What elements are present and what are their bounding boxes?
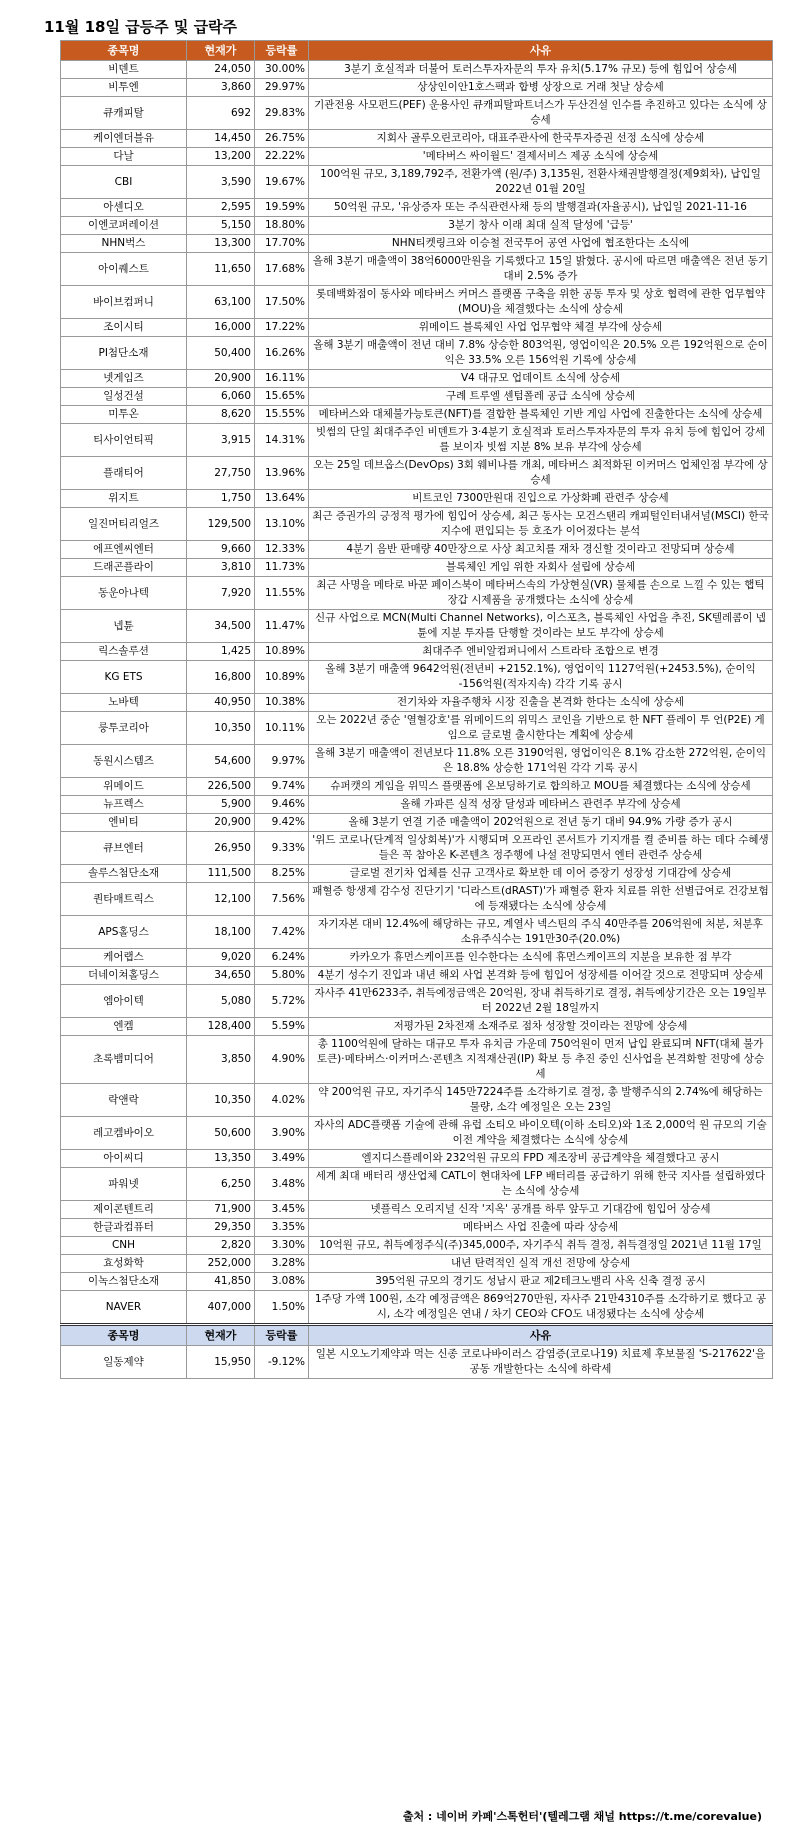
stock-reason: 일본 시오노기제약과 먹는 신종 코로나바이러스 감염증(코로나19) 치료제 후보물질 'S-217622'을 공동 개발한다는 소식에 하락세 <box>309 1346 773 1379</box>
stock-price: 692 <box>187 97 255 130</box>
stock-change: 9.74% <box>255 778 309 796</box>
stock-change: 9.42% <box>255 814 309 832</box>
stock-price: 20,900 <box>187 370 255 388</box>
rise-row <box>61 1018 773 1036</box>
stock-name: 큐캐피탈 <box>61 97 187 130</box>
stock-change: 7.42% <box>255 916 309 949</box>
stock-price: 13,200 <box>187 148 255 166</box>
stock-reason: 메타버스와 대체불가능토큰(NFT)를 결합한 블록체인 기반 게임 사업에 진출한다는 소식에 상승세 <box>309 406 773 424</box>
stock-change: 11.47% <box>255 610 309 643</box>
stock-change: 13.64% <box>255 490 309 508</box>
stock-name: 넷게임즈 <box>61 370 187 388</box>
stock-name: 넵튠 <box>61 610 187 643</box>
stock-price: 16,000 <box>187 319 255 337</box>
stock-price: 3,850 <box>187 1036 255 1084</box>
stock-name: 엔켐 <box>61 1018 187 1036</box>
header-price: 현재가 <box>187 41 255 61</box>
stock-change: 11.73% <box>255 559 309 577</box>
stock-price: 26,950 <box>187 832 255 865</box>
rise-row <box>61 148 773 166</box>
stock-reason: '위드 코로나(단계적 일상회복)'가 시행되며 오프라인 콘서트가 기지개를 켤 준비를 하는 데다 수혜생들은 꼭 참아온 K-콘텐츠 정주행에 나설 전망되면서 엔터 관련주 상승세 <box>309 832 773 865</box>
stock-change: 9.46% <box>255 796 309 814</box>
stock-name: 락앤락 <box>61 1084 187 1117</box>
stock-reason: 총 1100억원에 달하는 대규모 투자 유치금 가운데 750억원이 먼저 납입 완료되며 NFT(대체 불가 토큰)·메타버스·이커머스·콘텐츠 지적재산권(IP) 확보 등 추진 중인 신사업을 본격화할 전망에 상승세 <box>309 1036 773 1084</box>
page-title: 11월 18일 급등주 및 급락주 <box>44 18 238 36</box>
rise-row <box>61 61 773 79</box>
stock-name: CBI <box>61 166 187 199</box>
stock-reason: 올해 3분기 연결 기준 매출액이 202억원으로 전년 동기 대비 94.9% 가량 증가 공시 <box>309 814 773 832</box>
stock-reason: 슈퍼캣의 게임을 위믹스 플랫폼에 온보딩하기로 합의하고 MOU를 체결했다는 소식에 상승세 <box>309 778 773 796</box>
stock-change: 1.50% <box>255 1291 309 1325</box>
stock-change: 17.70% <box>255 235 309 253</box>
stock-name: NAVER <box>61 1291 187 1325</box>
stock-reason: 3분기 호실적과 더불어 토러스투자자문의 투자 유치(5.17% 규모) 등에 힘입어 상승세 <box>309 61 773 79</box>
stock-name: CNH <box>61 1237 187 1255</box>
rise-row <box>61 949 773 967</box>
stock-name: 일진머티리얼즈 <box>61 508 187 541</box>
stock-reason: 자사주 41만6233주, 취득예정금액은 20억원, 장내 취득하기로 결정, 취득예상기간은 오는 19일부터 2022년 2월 18일까지 <box>309 985 773 1018</box>
stock-change: 15.55% <box>255 406 309 424</box>
drop-header-name: 종목명 <box>61 1325 187 1346</box>
stock-change: 3.35% <box>255 1219 309 1237</box>
stock-reason: 상상인이안1호스팩과 합병 상장으로 거래 첫날 상승세 <box>309 79 773 97</box>
stock-name: 위지트 <box>61 490 187 508</box>
rise-row <box>61 643 773 661</box>
stock-name: 위메이드 <box>61 778 187 796</box>
stock-change: 18.80% <box>255 217 309 235</box>
stock-reason: 약 200억원 규모, 자기주식 145만7224주를 소각하기로 결정, 총 발행주식의 2.74%에 해당하는 물량, 소각 예정일은 오는 23일 <box>309 1084 773 1117</box>
stock-price: 40,950 <box>187 694 255 712</box>
stock-reason: 저평가된 2차전재 소재주로 점차 성장할 것이라는 전망에 상승세 <box>309 1018 773 1036</box>
stock-price: 14,450 <box>187 130 255 148</box>
stock-change: 17.68% <box>255 253 309 286</box>
source-credit: 출처 : 네이버 카페'스톡헌터'(텔레그램 채널 https://t.me/corevalue) <box>402 1810 762 1823</box>
stock-name: 드래곤플라이 <box>61 559 187 577</box>
stock-reason: 4분기 음반 판매량 40만장으로 사상 최고치를 재차 경신할 것이라고 전망되며 상승세 <box>309 541 773 559</box>
stock-name: 미투온 <box>61 406 187 424</box>
stock-price: 226,500 <box>187 778 255 796</box>
stock-price: 63,100 <box>187 286 255 319</box>
stock-change: 6.24% <box>255 949 309 967</box>
stock-name: 비덴트 <box>61 61 187 79</box>
stock-change: 3.90% <box>255 1117 309 1150</box>
stock-change: 14.31% <box>255 424 309 457</box>
rise-row <box>61 130 773 148</box>
stock-change: 26.75% <box>255 130 309 148</box>
stock-name: 일성건설 <box>61 388 187 406</box>
stock-price: 111,500 <box>187 865 255 883</box>
stock-price: 41,850 <box>187 1273 255 1291</box>
stock-price: 5,150 <box>187 217 255 235</box>
stock-price: 11,650 <box>187 253 255 286</box>
drop-header-price: 현재가 <box>187 1325 255 1346</box>
stock-change: 4.90% <box>255 1036 309 1084</box>
stock-change: 3.45% <box>255 1201 309 1219</box>
stock-reason: 자사의 ADC플랫폼 기술에 관해 유럽 소티오 바이오텍(이하 소티오)와 1조 2,000억 원 규모의 기술 이전 계약을 체결했다는 소식에 상승세 <box>309 1117 773 1150</box>
stock-reason: 올해 3분기 매출액이 전년보다 11.8% 오른 3190억원, 영업이익은 8.1% 감소한 272억원, 순이익은 18.8% 상승한 171억원 각각 기록 공시 <box>309 745 773 778</box>
stock-change: 10.11% <box>255 712 309 745</box>
rise-row <box>61 508 773 541</box>
stock-price: 7,920 <box>187 577 255 610</box>
stock-name: 더네이쳐홀딩스 <box>61 967 187 985</box>
stock-change: 30.00% <box>255 61 309 79</box>
stock-change: 3.48% <box>255 1168 309 1201</box>
stock-name: 티사이언티픽 <box>61 424 187 457</box>
rise-row <box>61 916 773 949</box>
rise-row <box>61 166 773 199</box>
rise-row <box>61 337 773 370</box>
stock-reason: 395억원 규모의 경기도 성남시 판교 제2테크노밸리 사옥 신축 결정 공시 <box>309 1273 773 1291</box>
stock-name: NHN벅스 <box>61 235 187 253</box>
stock-change: 13.96% <box>255 457 309 490</box>
stock-change: 3.08% <box>255 1273 309 1291</box>
stock-name: 룽투코리아 <box>61 712 187 745</box>
drop-header-change: 등락률 <box>255 1325 309 1346</box>
stock-name: APS홀딩스 <box>61 916 187 949</box>
rise-row <box>61 1117 773 1150</box>
stock-reason: 세계 최대 배터리 생산업체 CATL이 현대차에 LFP 배터리를 공급하기 위해 한국 지사를 설립하였다는 소식에 상승세 <box>309 1168 773 1201</box>
stock-change: 9.97% <box>255 745 309 778</box>
rise-row <box>61 1201 773 1219</box>
rise-row <box>61 745 773 778</box>
stock-change: 13.10% <box>255 508 309 541</box>
stock-change: 3.28% <box>255 1255 309 1273</box>
stock-price: 5,080 <box>187 985 255 1018</box>
stock-name: 케어랩스 <box>61 949 187 967</box>
rise-header-row <box>61 41 773 61</box>
stock-reason: 올해 3분기 매출액이 전년 대비 7.8% 상승한 803억원, 영업이익은 20.5% 오른 192억원으로 순이익은 33.5% 오른 156억원 기록에 상승세 <box>309 337 773 370</box>
stock-change: 12.33% <box>255 541 309 559</box>
stock-price: 3,590 <box>187 166 255 199</box>
stock-change: 16.11% <box>255 370 309 388</box>
stock-reason: 자기자본 대비 12.4%에 해당하는 규모, 계열사 넥스틴의 주식 40만주를 206억원에 처분, 처분후 소유주식수는 191만30주(20.0%) <box>309 916 773 949</box>
rise-row <box>61 1084 773 1117</box>
stock-name: 비투엔 <box>61 79 187 97</box>
stock-change: 29.83% <box>255 97 309 130</box>
stock-reason: 롯데백화점이 동사와 메타버스 커머스 플랫폼 구축을 위한 공동 투자 및 상호 협력에 관한 업무협약(MOU)을 체결했다는 소식에 상승세 <box>309 286 773 319</box>
rise-row <box>61 388 773 406</box>
stock-name: 조이시티 <box>61 319 187 337</box>
stock-price: 24,050 <box>187 61 255 79</box>
rise-row <box>61 97 773 130</box>
rise-row <box>61 883 773 916</box>
rise-row <box>61 79 773 97</box>
stock-name: 퀀타매트릭스 <box>61 883 187 916</box>
stock-reason: 구례 트루엘 센텀폴레 공급 소식에 상승세 <box>309 388 773 406</box>
stock-change: 22.22% <box>255 148 309 166</box>
stock-name: 에프엔씨엔터 <box>61 541 187 559</box>
rise-row <box>61 490 773 508</box>
stock-name: PI첨단소재 <box>61 337 187 370</box>
stock-price: 34,500 <box>187 610 255 643</box>
stock-name: 아센디오 <box>61 199 187 217</box>
stock-price: 34,650 <box>187 967 255 985</box>
rise-row <box>61 319 773 337</box>
stock-price: 8,620 <box>187 406 255 424</box>
stock-name: 바이브컴퍼니 <box>61 286 187 319</box>
rise-row <box>61 1237 773 1255</box>
stock-price: 20,900 <box>187 814 255 832</box>
stock-reason: V4 대규모 업데이트 소식에 상승세 <box>309 370 773 388</box>
drop-header-reason: 사유 <box>309 1325 773 1346</box>
stock-reason: 엘지디스플레이와 232억원 규모의 FPD 제조장비 공급계약을 체결했다고 공시 <box>309 1150 773 1168</box>
stock-price: 407,000 <box>187 1291 255 1325</box>
rise-row <box>61 217 773 235</box>
stock-change: 3.30% <box>255 1237 309 1255</box>
rise-row <box>61 235 773 253</box>
stock-name: 초록뱀미디어 <box>61 1036 187 1084</box>
stock-price: 54,600 <box>187 745 255 778</box>
rise-row <box>61 814 773 832</box>
stock-change: 17.50% <box>255 286 309 319</box>
stock-change: 4.02% <box>255 1084 309 1117</box>
stock-name: 솔루스첨단소재 <box>61 865 187 883</box>
drop-row <box>61 1346 773 1379</box>
stock-price: 13,300 <box>187 235 255 253</box>
stock-change: 10.89% <box>255 643 309 661</box>
rise-row <box>61 1036 773 1084</box>
stock-reason: 4분기 성수기 진입과 내년 해외 사업 본격화 등에 힘입어 성장세를 이어갈 것으로 전망되며 상승세 <box>309 967 773 985</box>
stock-price: 3,810 <box>187 559 255 577</box>
stock-name: 효성화학 <box>61 1255 187 1273</box>
header-change: 등락률 <box>255 41 309 61</box>
rise-row <box>61 286 773 319</box>
stock-reason: 넷플릭스 오리지널 신작 '지옥' 공개를 하루 앞두고 기대감에 힘입어 상승세 <box>309 1201 773 1219</box>
stock-price: 10,350 <box>187 1084 255 1117</box>
stock-change: 19.59% <box>255 199 309 217</box>
stock-price: 2,595 <box>187 199 255 217</box>
rise-row <box>61 1219 773 1237</box>
stock-reason: 100억원 규모, 3,189,792주, 전환가액 (원/주) 3,135원, 전환사채권발행결정(제9회차), 납입일 2022년 01월 20일 <box>309 166 773 199</box>
stock-change: 8.25% <box>255 865 309 883</box>
stock-name: 뉴프렉스 <box>61 796 187 814</box>
stock-change: 9.33% <box>255 832 309 865</box>
stock-reason: 지회사 골루오린코리아, 대표주관사에 한국투자증권 선정 소식에 상승세 <box>309 130 773 148</box>
stock-reason: 10억원 규모, 취득예정주식(주)345,000주, 자기주식 취득 결정, 취득결정일 2021년 11월 17일 <box>309 1237 773 1255</box>
stock-reason: 최근 사명을 메타로 바꾼 페이스북이 메타버스속의 가상현실(VR) 물체를 손으로 느낄 수 있는 햅틱 장갑 시제품을 공개했다는 소식에 상승세 <box>309 577 773 610</box>
rise-row <box>61 694 773 712</box>
stock-reason: 패혈증 항생제 감수성 진단기기 '디라스트(dRAST)'가 패혈증 환자 치료를 위한 선별급여로 건강보험에 등재됐다는 소식에 상승세 <box>309 883 773 916</box>
stock-name: 제이콘텐트리 <box>61 1201 187 1219</box>
stock-reason: 오는 2022년 중순 '열혈강호'를 위메이드의 위믹스 코인을 기반으로 한 NFT 플레이 투 언(P2E) 게임으로 글로벌 출시한다는 계획에 상승세 <box>309 712 773 745</box>
rise-row <box>61 541 773 559</box>
stock-price: 50,400 <box>187 337 255 370</box>
stock-reason: 카카오가 휴먼스케이프를 인수한다는 소식에 휴먼스케이프의 지분을 보유한 점 부각 <box>309 949 773 967</box>
stock-name: 한글과컴퓨터 <box>61 1219 187 1237</box>
stock-name: 케이엔더블유 <box>61 130 187 148</box>
stock-price: 129,500 <box>187 508 255 541</box>
stock-name: KG ETS <box>61 661 187 694</box>
stock-change: 10.89% <box>255 661 309 694</box>
stock-price: 3,915 <box>187 424 255 457</box>
stock-name: 릭스솔루션 <box>61 643 187 661</box>
stock-name: 레고켐바이오 <box>61 1117 187 1150</box>
header-name: 종목명 <box>61 41 187 61</box>
drop-header-row <box>61 1325 773 1346</box>
stock-name: 동운아나텍 <box>61 577 187 610</box>
stock-price: 9,660 <box>187 541 255 559</box>
stock-change: 11.55% <box>255 577 309 610</box>
stock-change: 10.38% <box>255 694 309 712</box>
stock-price: 3,860 <box>187 79 255 97</box>
stock-change: 5.72% <box>255 985 309 1018</box>
stock-change: 5.59% <box>255 1018 309 1036</box>
rise-row <box>61 661 773 694</box>
stock-reason: 오는 25일 데브옵스(DevOps) 3회 웨비나를 개최, 메타버스 최적화된 이커머스 업체인점 부각에 상승세 <box>309 457 773 490</box>
rise-row <box>61 1150 773 1168</box>
stock-change: 7.56% <box>255 883 309 916</box>
stock-price: 71,900 <box>187 1201 255 1219</box>
stock-reason: 1주당 가액 100원, 소각 예정금액은 869억270만원, 자사주 21만4310주를 소각하기로 했다고 공시, 소각 예정일은 연내 / 차기 CEO와 CFO도 내정됐다는 소식에 상승세 <box>309 1291 773 1325</box>
stock-reason: 올해 3분기 매출액이 38억6000만원을 기록했다고 15일 밝혔다. 공시에 따르면 매출액은 전년 동기대비 2.5% 증가 <box>309 253 773 286</box>
stock-change: 17.22% <box>255 319 309 337</box>
stock-reason: NHN티켓링크와 이승철 전국투어 공연 사업에 협조한다는 소식에 <box>309 235 773 253</box>
stock-price: 5,900 <box>187 796 255 814</box>
header-reason: 사유 <box>309 41 773 61</box>
stock-name: 파워넷 <box>61 1168 187 1201</box>
stock-price: 27,750 <box>187 457 255 490</box>
rise-row <box>61 406 773 424</box>
rise-row <box>61 712 773 745</box>
stock-reason: 올해 3분기 매출액 9642억원(전년비 +2152.1%), 영업이익 1127억원(+2453.5%), 순이익 -156억원(적자지속) 각각 기록 공시 <box>309 661 773 694</box>
stock-reason: 전기차와 자율주행차 시장 진출을 본격화 한다는 소식에 상승세 <box>309 694 773 712</box>
rise-row <box>61 424 773 457</box>
stock-reason: 블록체인 게임 위한 자회사 설립에 상승세 <box>309 559 773 577</box>
rise-row <box>61 1291 773 1325</box>
stock-table <box>60 40 773 1379</box>
rise-row <box>61 253 773 286</box>
stock-name: 플래티어 <box>61 457 187 490</box>
rise-rows <box>61 61 773 1325</box>
rise-row <box>61 610 773 643</box>
stock-change: 15.65% <box>255 388 309 406</box>
stock-price: 6,250 <box>187 1168 255 1201</box>
rise-row <box>61 967 773 985</box>
stock-change: 3.49% <box>255 1150 309 1168</box>
rise-row <box>61 370 773 388</box>
stock-price: 18,100 <box>187 916 255 949</box>
stock-change: 29.97% <box>255 79 309 97</box>
stock-reason: 내년 탄력적인 실적 개선 전망에 상승세 <box>309 1255 773 1273</box>
stock-reason: 글로벌 전기차 업체를 신규 고객사로 확보한 데 이어 증장기 성장성 기대감에 상승세 <box>309 865 773 883</box>
stock-price: 252,000 <box>187 1255 255 1273</box>
stock-name: 동원시스템즈 <box>61 745 187 778</box>
stock-price: 1,425 <box>187 643 255 661</box>
stock-name: 아이씨디 <box>61 1150 187 1168</box>
stock-price: 16,800 <box>187 661 255 694</box>
stock-price: 13,350 <box>187 1150 255 1168</box>
rise-row <box>61 457 773 490</box>
stock-name: 다날 <box>61 148 187 166</box>
stock-price: 1,750 <box>187 490 255 508</box>
stock-reason: 빗썸의 단일 최대주주인 비덴트가 3·4분기 호실적과 토러스투자자문의 투자 유치 등에 힘입어 강세를 보이자 빗썸 지분 8% 보유 부각에 상승세 <box>309 424 773 457</box>
rise-row <box>61 199 773 217</box>
rise-row <box>61 1273 773 1291</box>
stock-name: 엠아이텍 <box>61 985 187 1018</box>
stock-price: 128,400 <box>187 1018 255 1036</box>
rise-row <box>61 985 773 1018</box>
stock-reason: 올해 가파른 실적 성장 달성과 메타버스 관련주 부각에 상승세 <box>309 796 773 814</box>
rise-row <box>61 865 773 883</box>
stock-change: 16.26% <box>255 337 309 370</box>
stock-name: 일동제약 <box>61 1346 187 1379</box>
rise-row <box>61 577 773 610</box>
drop-rows <box>61 1346 773 1379</box>
rise-row <box>61 1168 773 1201</box>
stock-reason: 메타버스 사업 진출에 따라 상승세 <box>309 1219 773 1237</box>
stock-reason: 최대주주 엔비알컴퍼니에서 스트라타 조합으로 변경 <box>309 643 773 661</box>
stock-change: 5.80% <box>255 967 309 985</box>
stock-name: 노바텍 <box>61 694 187 712</box>
stock-reason: 위메이드 블록체인 사업 업무협약 체결 부각에 상승세 <box>309 319 773 337</box>
stock-name: 엔비티 <box>61 814 187 832</box>
stock-price: 2,820 <box>187 1237 255 1255</box>
stock-reason: 신규 사업으로 MCN(Multi Channel Networks), 이스포츠, 블록체인 사업을 추진, SK텔레콤이 넵튠에 지분 투자를 단행할 것이라는 보도 부각에 상승세 <box>309 610 773 643</box>
stock-price: 10,350 <box>187 712 255 745</box>
stock-reason: 비트코인 7300만원대 진입으로 가상화폐 관련주 상승세 <box>309 490 773 508</box>
stock-reason: 3분기 창사 이래 최대 실적 달성에 '급등' <box>309 217 773 235</box>
stock-change: 19.67% <box>255 166 309 199</box>
stock-name: 아이퀘스트 <box>61 253 187 286</box>
rise-row <box>61 832 773 865</box>
stock-name: 이엔코퍼레이션 <box>61 217 187 235</box>
stock-price: 15,950 <box>187 1346 255 1379</box>
stock-change: -9.12% <box>255 1346 309 1379</box>
rise-row <box>61 796 773 814</box>
stock-price: 29,350 <box>187 1219 255 1237</box>
stock-reason: 50억원 규모, '유상증자 또는 주식관련사채 등의 발행결과(자율공시), 납입일 2021-11-16 <box>309 199 773 217</box>
stock-price: 12,100 <box>187 883 255 916</box>
stock-reason: 기관전용 사모펀드(PEF) 운용사인 큐캐피탈파트너스가 두산건설 인수를 추진하고 있다는 소식에 상승세 <box>309 97 773 130</box>
stock-reason: '메타버스 싸이월드' 결제서비스 제공 소식에 상승세 <box>309 148 773 166</box>
rise-row <box>61 778 773 796</box>
stock-price: 9,020 <box>187 949 255 967</box>
stock-price: 6,060 <box>187 388 255 406</box>
rise-row <box>61 1255 773 1273</box>
stock-reason: 최근 증권가의 긍정적 평가에 힘입어 상승세, 최근 동사는 모건스탠리 캐피털인터내셔널(MSCI) 한국 지수에 편입되는 등 호조가 이어졌다는 분석 <box>309 508 773 541</box>
stock-name: 이녹스첨단소재 <box>61 1273 187 1291</box>
stock-price: 50,600 <box>187 1117 255 1150</box>
stock-name: 큐브엔터 <box>61 832 187 865</box>
rise-row <box>61 559 773 577</box>
